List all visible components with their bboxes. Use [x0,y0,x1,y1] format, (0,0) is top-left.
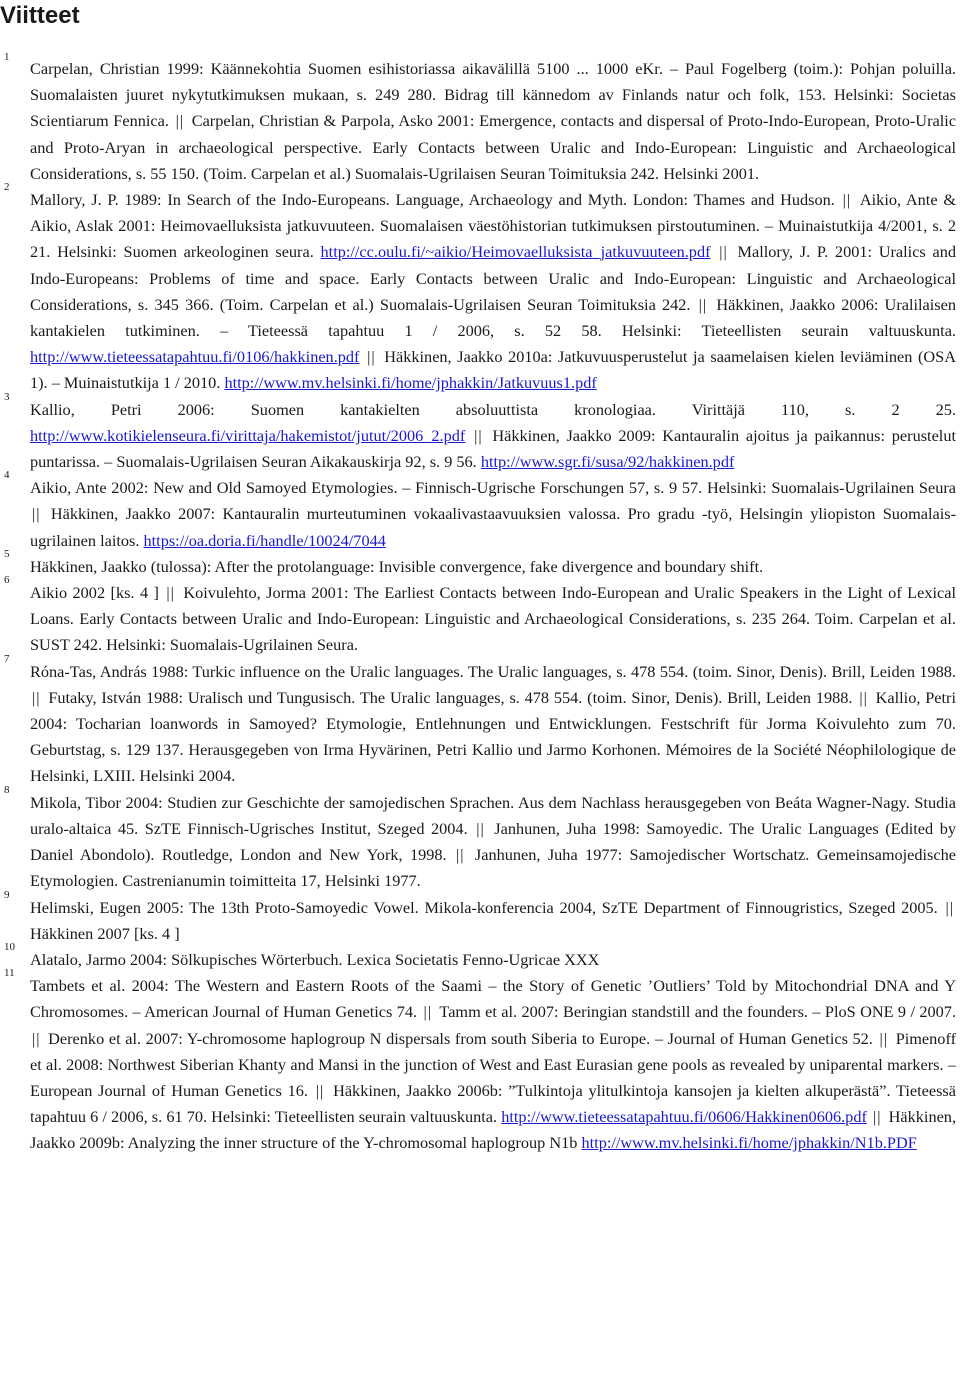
footnote [0,181,957,397]
reference-separator: || [474,425,491,445]
reference-text: Häkkinen, Jaakko 2006: Uralilaisen kantakielen tutkiminen. – Tieteessä tapahtuu 1 / 2006, s. 52 58. Helsinki: Tieteellisten seurain valtuuskunta. [30,294,956,341]
reference-separator: || [175,111,190,131]
reference-separator: || [367,347,383,367]
reference-text: Mikola, Tibor 2004: Studien zur Geschichte der samojedischen Sprachen. Aus dem Nachlass herausgegeben von Beáta Wagner-Nagy. Studia uralo-altaica 45. SzTE Finnisch-Ugrisches Institut, Szeged 2004. [30,792,956,838]
reference-text: Alatalo, Jarmo 2004: Sölkupisches Wörterbuch. Lexica Societatis Fenno-Ugricae XXX [30,949,600,969]
reference-text: Carpelan, Christian 1999: Käännekohtia Suomen esihistoriassa aikavälillä 5100 ... 1000 eKr. – Paul Fogelberg (toim.): Pohjan poluilla. Suomalaisten juuret nykytutkimuksen mukaan, s. 249 280. Bidrag till kännedom av Finlands natur och folk, 153. Helsinki: Societas Scientiarum Fennica. [30,59,956,131]
footnote-number: 11 [4,967,15,980]
reference-separator: || [32,687,47,707]
reference-link[interactable]: http://www.sgr.fi/susa/92/hakkinen.pdf [480,452,735,472]
reference-text: Futaky, István 1988: Uralisch und Tungusisch. The Uralic languages, s. 478 554. (toim. Sinor, Denis). Brill, Leiden 1988. [48,687,853,707]
reference-separator: || [879,1028,894,1048]
footnote-number: 5 [4,547,10,560]
footnote [0,469,956,554]
reference-text: Häkkinen 2007 [ks. 4 ] [30,923,180,943]
reference-text: Häkkinen, Jaakko (tulossa): After the protolanguage: Invisible convergence, fake divergence and boundary shift. [30,556,764,576]
reference-text: Janhunen, Juha 1998: Samoyedic. The Uralic Languages (Edited by Daniel Abondolo). Routledge, London and New York, 1998. [30,818,957,865]
reference-text: Derenko et al. 2007: Y-chromosome haplogroup N dispersals from south Siberia to Europe. – Journal of Human Genetics 52. [48,1028,873,1048]
reference-separator: || [315,1080,332,1100]
reference-link[interactable]: http://www.tieteessatapahtuu.fi/0606/Hakkinen0606.pdf [501,1107,867,1127]
reference-link[interactable]: http://www.kotikielenseura.fi/virittaja/hakemistot/jutut/2006_2.pdf [30,425,466,445]
footnote [0,574,956,659]
reference-link[interactable]: http://www.tieteessatapahtuu.fi/0106/hakkinen.pdf [30,347,360,367]
footnote [0,967,957,1156]
reference-text: Aikio, Ante 2002: New and Old Samoyed Etymologies. – Finnisch-Ugrische Forschungen 57, s. 9 57. Helsinki: Suomalais-Ugrilainen Seura [30,478,956,498]
reference-text: Mallory, J. P. 1989: In Search of the Indo-Europeans. Language, Archaeology and Myth. London: Thames and Hudson. [30,190,835,210]
page-title: Viitteet [0,2,80,29]
reference-text: Aikio 2002 [ks. 4 ] [30,583,159,603]
reference-text: Tambets et al. 2004: The Western and Eastern Roots of the Saami – the Story of Genetic ’Outliers’ Told by Mitochondrial DNA and Y Chromosomes. – American Journal of Human Genetics 74. [30,976,956,1022]
reference-separator: || [842,190,858,210]
reference-text: Carpelan, Christian & Parpola, Asko 2001: Emergence, contacts and dispersal of Proto-Indo-European, Proto-Uralic and Proto-Aryan in archaeological perspective. Early Contacts between Uralic and Indo-European: Linguistic and Archaeological Considerations, s. 55 150. (Toim. Carpelan et al.) Suomalais-Ugrilaisen Seuran Toimituksia 242. Helsinki 2001. [30,111,956,183]
reference-separator: || [166,583,182,603]
footnote [0,940,956,973]
reference-separator: || [859,687,874,707]
reference-text: Häkkinen, Jaakko 2006b: ”Tulkintoja ylitulkintoja kansojen ja kielten alkuperästä”. Tieteessä tapahtuu 6 / 2006, s. 61 70. Helsinki: Tieteellisten seurain valtuuskunta. [30,1080,956,1127]
footnote [0,783,957,895]
reference-text: Pimenoff et al. 2008: Northwest Siberian Khanty and Mansi in the junction of West and East Eurasian gene pools as revealed by uniparental markers. – European Journal of Human Genetics 16. [30,1028,956,1100]
footnote [0,888,956,947]
reference-separator: || [32,1028,47,1048]
footnote [0,390,956,476]
reference-link[interactable]: http://www.mv.helsinki.fi/home/jphakkin/N1b.PDF [581,1133,917,1153]
reference-text: Helimski, Eugen 2005: The 13th Proto-Samoyedic Vowel. Mikola-konferencia 2004, SzTE Department of Finnougristics, Szeged 2005. [30,897,938,917]
reference-link[interactable]: https://oa.doria.fi/handle/10024/7044 [143,530,386,550]
reference-separator: || [719,242,736,262]
reference-text: Häkkinen, Jaakko 2009: Kantauralin ajoitus ja paikannus: perustelut puntarissa. – Suomalais-Ugrilaisen Seuran Aikakauskirja 92, s. 9 56. [30,425,956,472]
reference-separator: || [476,818,493,838]
reference-separator: || [455,845,473,865]
footnote [0,51,956,187]
footnote-number: 3 [4,390,10,403]
reference-text: Kallio, Petri 2004: Tocharian loanwords in Samoyed? Etymologie, Entlehnungen und Entwicklungen. Festschrift für Jorma Koivulehto zum 70. Geburtstag, s. 129 137. Herausgegeben von Irma Hyvärinen, Petri Kallio und Jarmo Korhonen. Mémoires de la Société Néophilologique de Helsinki, LXIII. Helsinki 2004. [30,687,956,786]
footnote-number: 4 [4,469,10,482]
footnote [0,547,956,580]
reference-text: Aikio, Ante & Aikio, Aslak 2001: Heimovaelluksista jatkuvuuteen. Suomalaisen väestöhistorian tutkimuksen pirstoutuminen. – Muinaistutkija 4/2001, s. 2 21. Helsinki: Suomen arkeologinen seura. [30,190,956,262]
reference-separator: || [945,897,954,917]
footnote-number: 10 [4,940,15,953]
reference-text: Tamm et al. 2007: Beringian standstill and the founders. – PloS ONE 9 / 2007. [439,1002,957,1022]
reference-text: Kallio, Petri 2006: Suomen kantakielten absoluuttista kronologiaa. Virittäjä 110, s. 2 25. [30,399,956,419]
reference-text: Róna-Tas, András 1988: Turkic influence on the Uralic languages. The Uralic languages, s. 478 554. (toim. Sinor, Denis). Brill, Leiden 1988. [30,661,956,681]
reference-text: Mallory, J. P. 2001: Uralics and Indo-Europeans: Problems of time and space. Early Contacts between Uralic and Indo-European: Linguistic and Archaeological Considerations, s. 345 366. (Toim. Carpelan et al.) Suomalais-Ugrilaisen Seuran Toimituksia 242. [30,242,957,314]
reference-text: Koivulehto, Jorma 2001: The Earliest Contacts between Indo-European and Uralic Speakers in the Light of Lexical Loans. Early Contacts between Uralic and Indo-European: Linguistic and Archaeological Considerations, s. 235 264. Toim. Carpelan et al. SUST 242. Helsinki: Suomalais-Ugrilainen Seura. [30,583,956,655]
reference-text: Häkkinen, Jaakko 2010a: Jatkuvuusperustelut ja saamelaisen kielen leviäminen (OSA 1). – Muinaistutkija 1 / 2010. [30,347,956,393]
reference-link[interactable]: http://cc.oulu.fi/~aikio/Heimovaelluksista_jatkuvuuteen.pdf [320,242,711,262]
footnote-number: 2 [4,181,10,194]
reference-separator: || [873,1107,887,1127]
reference-separator: || [32,504,49,524]
reference-separator: || [423,1002,438,1022]
footnote-list [0,51,957,1157]
reference-text: Janhunen, Juha 1977: Samojedischer Wortschatz. Gemeinsamojedische Etymologien. Castrenianumin toimitteita 17, Helsinki 1977. [30,845,956,891]
footnote-number: 7 [4,652,10,665]
footnote [0,652,956,790]
footnote-number: 6 [4,574,10,587]
footnote-number: 9 [4,888,10,901]
footnote-number: 1 [4,51,10,63]
reference-separator: || [698,294,715,314]
reference-text: Häkkinen, Jaakko 2007: Kantauralin murteutuminen vokaalivastaavuuksien valossa. Pro gradu -työ, Helsingin yliopiston Suomalais-ugrilainen laitos. [30,504,956,550]
reference-text: Häkkinen, Jaakko 2009b: Analyzing the inner structure of the Y-chromosomal haplogroup N1b [30,1107,957,1153]
reference-link[interactable]: http://www.mv.helsinki.fi/home/jphakkin/Jatkuvuus1.pdf [224,373,597,393]
footnote-number: 8 [4,783,10,796]
